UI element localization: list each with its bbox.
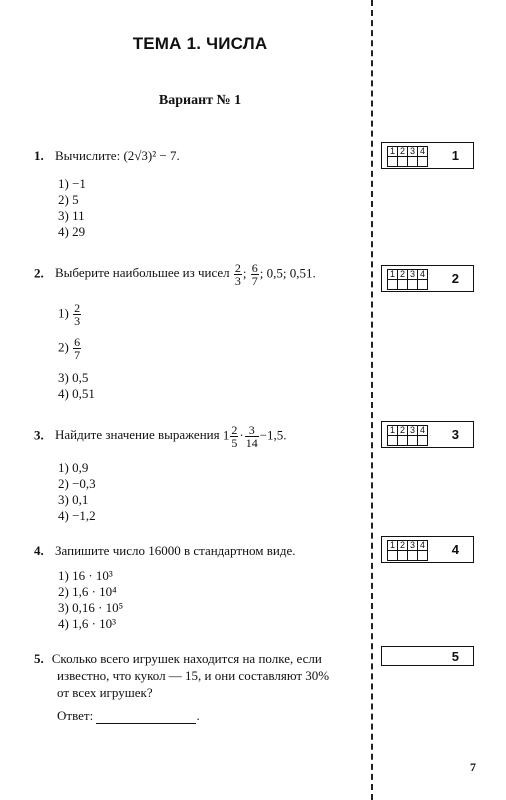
answer-box-4[interactable] — [381, 536, 474, 563]
answer-box-3[interactable] — [381, 421, 474, 448]
option: 4) 1,6 · 10³ — [58, 616, 117, 631]
answer-box-2[interactable] — [381, 265, 474, 292]
answer-box-1[interactable] — [381, 142, 474, 169]
option: 2) 1,6 · 10⁴ — [58, 584, 117, 599]
answer-box-number: 4 — [451, 542, 459, 557]
page-title: ТЕМА 1. ЧИСЛА — [132, 34, 268, 53]
option: 4) −1,2 — [58, 508, 96, 523]
answer-grid: 1 2 3 4 — [387, 425, 427, 436]
answer-grid: 1 2 3 4 — [387, 269, 427, 280]
answer-checkboxes[interactable] — [387, 279, 427, 290]
answer-box-number: 1 — [451, 148, 459, 163]
answer-box-number: 3 — [451, 427, 459, 442]
option: 4) 0,51 — [58, 386, 95, 401]
question-4-options — [58, 568, 123, 632]
fraction: $\frac{6}{7}$ — [74, 335, 81, 362]
option: 1) $\frac{2}{3}$ — [58, 301, 81, 328]
page-number: 7 — [470, 760, 476, 774]
question-3: 3. Найдите значение выражения 1 $\frac{2}{5}$ · $\frac{3}{14}$ −1,5. — [34, 423, 287, 450]
answer-box-5[interactable] — [381, 646, 474, 666]
fraction: $\frac{2}{3}$ — [74, 301, 81, 328]
cut-line — [371, 0, 373, 800]
option: 1) −1 — [58, 176, 86, 191]
option: 2) 5 — [58, 192, 79, 207]
variant-label: Вариант № 1 — [158, 93, 242, 108]
option: 3) 0,1 — [58, 492, 89, 507]
question-4: 4. Запишите число 16000 в стандартном виде. — [34, 543, 296, 558]
question-1: 1. Вычислите: (2√3)² − 7. — [34, 148, 180, 163]
answer-box-number: 2 — [451, 271, 459, 286]
answer-box-number: 5 — [451, 649, 459, 664]
fraction: $\frac{6}{7}$ — [251, 261, 258, 288]
question-1-options — [58, 176, 86, 240]
option: 2) $\frac{6}{7}$ — [58, 335, 81, 362]
answer-input-line[interactable] — [96, 711, 196, 724]
answer-checkboxes[interactable] — [387, 550, 427, 561]
answer-grid: 1 2 3 4 — [387, 146, 427, 157]
answer-label: Ответ: — [57, 708, 94, 723]
fraction: $\frac{2}{3}$ — [234, 261, 241, 288]
option: 1) 0,9 — [58, 460, 89, 475]
option: 1) 16 · 10³ — [58, 568, 113, 583]
answer-checkboxes[interactable] — [387, 435, 427, 446]
option: 2) −0,3 — [58, 476, 96, 491]
question-5: 5. Сколько всего игрушек находится на полке, если известно, что кукол — 15, и они составляют 30% от всех игрушек? — [34, 651, 330, 700]
answer-grid: 1 2 3 4 — [387, 540, 427, 551]
answer-row: Ответ: . — [57, 708, 200, 723]
option: 3) 0,16 · 10⁵ — [58, 600, 124, 615]
question-3-options — [58, 460, 96, 524]
question-2: 2. Выберите наибольшее из чисел $\frac{2}{3}$ ; $\frac{6}{7}$ ; 0,5; 0,51. — [34, 261, 316, 288]
question-2-options — [58, 302, 95, 402]
option: 3) 11 — [58, 208, 85, 223]
option: 4) 29 — [58, 224, 86, 239]
fraction: $\frac{2}{5}$ — [231, 423, 238, 450]
answer-checkboxes[interactable] — [387, 156, 427, 167]
option: 3) 0,5 — [58, 370, 89, 385]
fraction: $\frac{3}{14}$ — [245, 423, 258, 450]
